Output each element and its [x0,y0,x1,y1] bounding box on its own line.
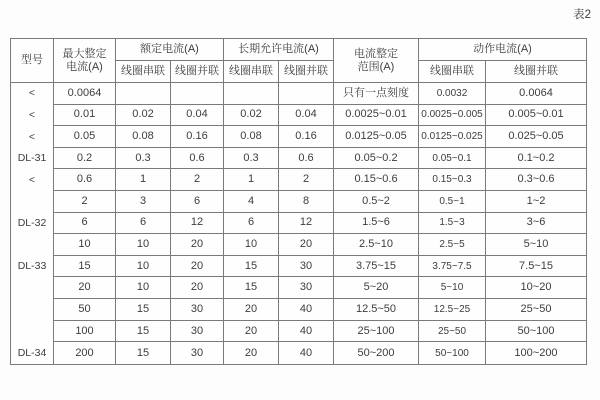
data-cell: 20 [171,234,224,256]
data-cell: 20 [171,256,224,278]
data-cell: 0.05~0.2 [334,148,419,170]
data-cell: 20 [224,321,279,343]
header-range-line2: 范围(A) [357,60,395,73]
data-cell: 0.15~0.3 [419,169,486,191]
header-max-line1: 最大整定 [62,47,107,60]
header-model: 型号 [11,39,54,83]
data-cell: 1 [224,169,279,191]
data-cell: 0.3~0.6 [486,169,586,191]
data-cell: 3.75~7.5 [419,256,486,278]
data-cell: 0.05 [54,126,116,148]
data-cell: 3 [116,191,171,213]
data-cell: 2.5~10 [334,234,419,256]
model-cell: < [11,83,54,105]
data-cell: 15 [54,256,116,278]
data-cell: 25~50 [419,321,486,343]
data-cell: 4 [224,191,279,213]
data-cell: 50~100 [419,342,486,364]
model-cell: DL-31 [11,148,54,170]
header-max-setting-current [54,39,116,83]
data-cell: 5~10 [486,234,586,256]
data-cell: 50~200 [334,342,419,364]
data-cell: 0.2 [54,148,116,170]
data-cell: 0.16 [279,126,334,148]
data-cell: 40 [279,299,334,321]
data-cell: 0.5~2 [334,191,419,213]
data-cell: 0.0125~0.025 [419,126,486,148]
data-cell: 12.5~25 [419,299,486,321]
data-cell: 0.02 [116,105,171,127]
data-cell: 20 [54,277,116,299]
data-cell: 0.08 [116,126,171,148]
model-cell: < [11,105,54,127]
data-cell: 1~2 [486,191,586,213]
data-cell: 0.6 [171,148,224,170]
data-cell: 20 [224,342,279,364]
data-cell [116,83,171,105]
data-cell: 3.75~15 [334,256,419,278]
data-cell: 30 [171,299,224,321]
data-cell: 0.05~0.1 [419,148,486,170]
data-cell: 15 [224,256,279,278]
data-cell: 0.04 [279,105,334,127]
data-cell: 200 [54,342,116,364]
data-cell: 40 [279,342,334,364]
model-cell [11,191,54,213]
data-cell: 3~6 [486,213,586,235]
data-cell: 15 [116,321,171,343]
data-cell [224,83,279,105]
header-max-line2: 电流(A) [66,60,103,73]
model-cell [11,321,54,343]
model-cell: DL-34 [11,342,54,364]
data-cell: 10 [116,277,171,299]
table-body [11,83,586,364]
header-longterm-current-group: 长期允许电流(A) [224,39,334,61]
data-cell: 10 [116,234,171,256]
data-cell: 40 [279,321,334,343]
data-cell: 0.15~0.6 [334,169,419,191]
data-cell: 15 [116,299,171,321]
data-cell: 30 [171,342,224,364]
data-cell: 0.08 [224,126,279,148]
model-cell [11,299,54,321]
data-cell: 20 [279,234,334,256]
header-setting-range [334,39,419,83]
model-cell: DL-32 [11,213,54,235]
subheader-rated-series: 线圈串联 [116,61,171,83]
subheader-operate-parallel: 线圈并联 [486,61,586,83]
data-cell: 0.1~0.2 [486,148,586,170]
data-cell: 0.0025~0.01 [334,105,419,127]
data-cell: 25~50 [486,299,586,321]
data-cell: 2 [54,191,116,213]
data-cell: 12 [171,213,224,235]
data-cell: 15 [224,277,279,299]
data-cell: 50 [54,299,116,321]
data-cell: 30 [279,256,334,278]
subheader-rated-parallel: 线圈并联 [171,61,224,83]
data-cell: 0.5~1 [419,191,486,213]
data-cell: 6 [54,213,116,235]
data-cell: 6 [171,191,224,213]
data-cell: 0.0125~0.05 [334,126,419,148]
data-cell: 0.02 [224,105,279,127]
data-cell: 1.5~3 [419,213,486,235]
data-cell: 2.5~5 [419,234,486,256]
data-cell: 100~200 [514,346,558,359]
data-cell: 50~100 [486,321,586,343]
data-cell: 12 [279,213,334,235]
data-cell: 5~10 [419,277,486,299]
data-cell: 10 [54,234,116,256]
header-rated-current-group: 额定电流(A) [116,39,224,61]
data-cell: 12.5~50 [334,299,419,321]
data-cell: 25~100 [334,321,419,343]
table-caption: 表2 [573,9,591,21]
data-cell: 10~20 [486,277,586,299]
data-cell: 15 [116,342,171,364]
model-cell: DL-33 [11,256,54,278]
data-cell: 0.025~0.05 [486,126,586,148]
data-cell: 8 [279,191,334,213]
data-cell: 7.5~15 [486,256,586,278]
data-cell: 100 [54,321,116,343]
data-cell: 2 [171,169,224,191]
model-cell: < [11,169,54,191]
data-cell: 5~20 [334,277,419,299]
data-cell: 1 [116,169,171,191]
data-cell: 0.0032 [419,83,486,105]
header-operate-current-group: 动作电流(A) [419,39,586,61]
data-cell: 30 [171,321,224,343]
model-cell [11,277,54,299]
data-cell: 2 [279,169,334,191]
data-cell: 0.6 [54,169,116,191]
data-cell: 0.0064 [486,83,586,105]
table-header [11,39,586,83]
data-cell: 0.0025~0.005 [419,105,486,127]
data-cell: 0.01 [54,105,116,127]
subheader-longterm-series: 线圈串联 [224,61,279,83]
model-cell: < [11,126,54,148]
data-cell: 只有一点刻度 [334,83,419,105]
relay-spec-table [10,38,587,365]
header-range-line1: 电流整定 [354,47,398,60]
data-cell: 0.005~0.01 [486,105,586,127]
data-cell: 0.04 [171,105,224,127]
data-cell: 0.3 [224,148,279,170]
data-cell: 10 [224,234,279,256]
data-cell: 0.0064 [54,83,116,105]
data-cell: 20 [171,277,224,299]
data-cell: 30 [279,277,334,299]
data-cell: 0.6 [279,148,334,170]
data-cell: 6 [224,213,279,235]
model-cell [11,234,54,256]
data-cell [279,83,334,105]
data-cell: 0.16 [171,126,224,148]
data-cell: 20 [224,299,279,321]
subheader-longterm-parallel: 线圈并联 [279,61,334,83]
data-cell: 6 [116,213,171,235]
data-cell [171,83,224,105]
subheader-operate-series: 线圈串联 [419,61,486,83]
data-cell: 1.5~6 [334,213,419,235]
data-cell: 0.3 [116,148,171,170]
data-cell: 10 [116,256,171,278]
